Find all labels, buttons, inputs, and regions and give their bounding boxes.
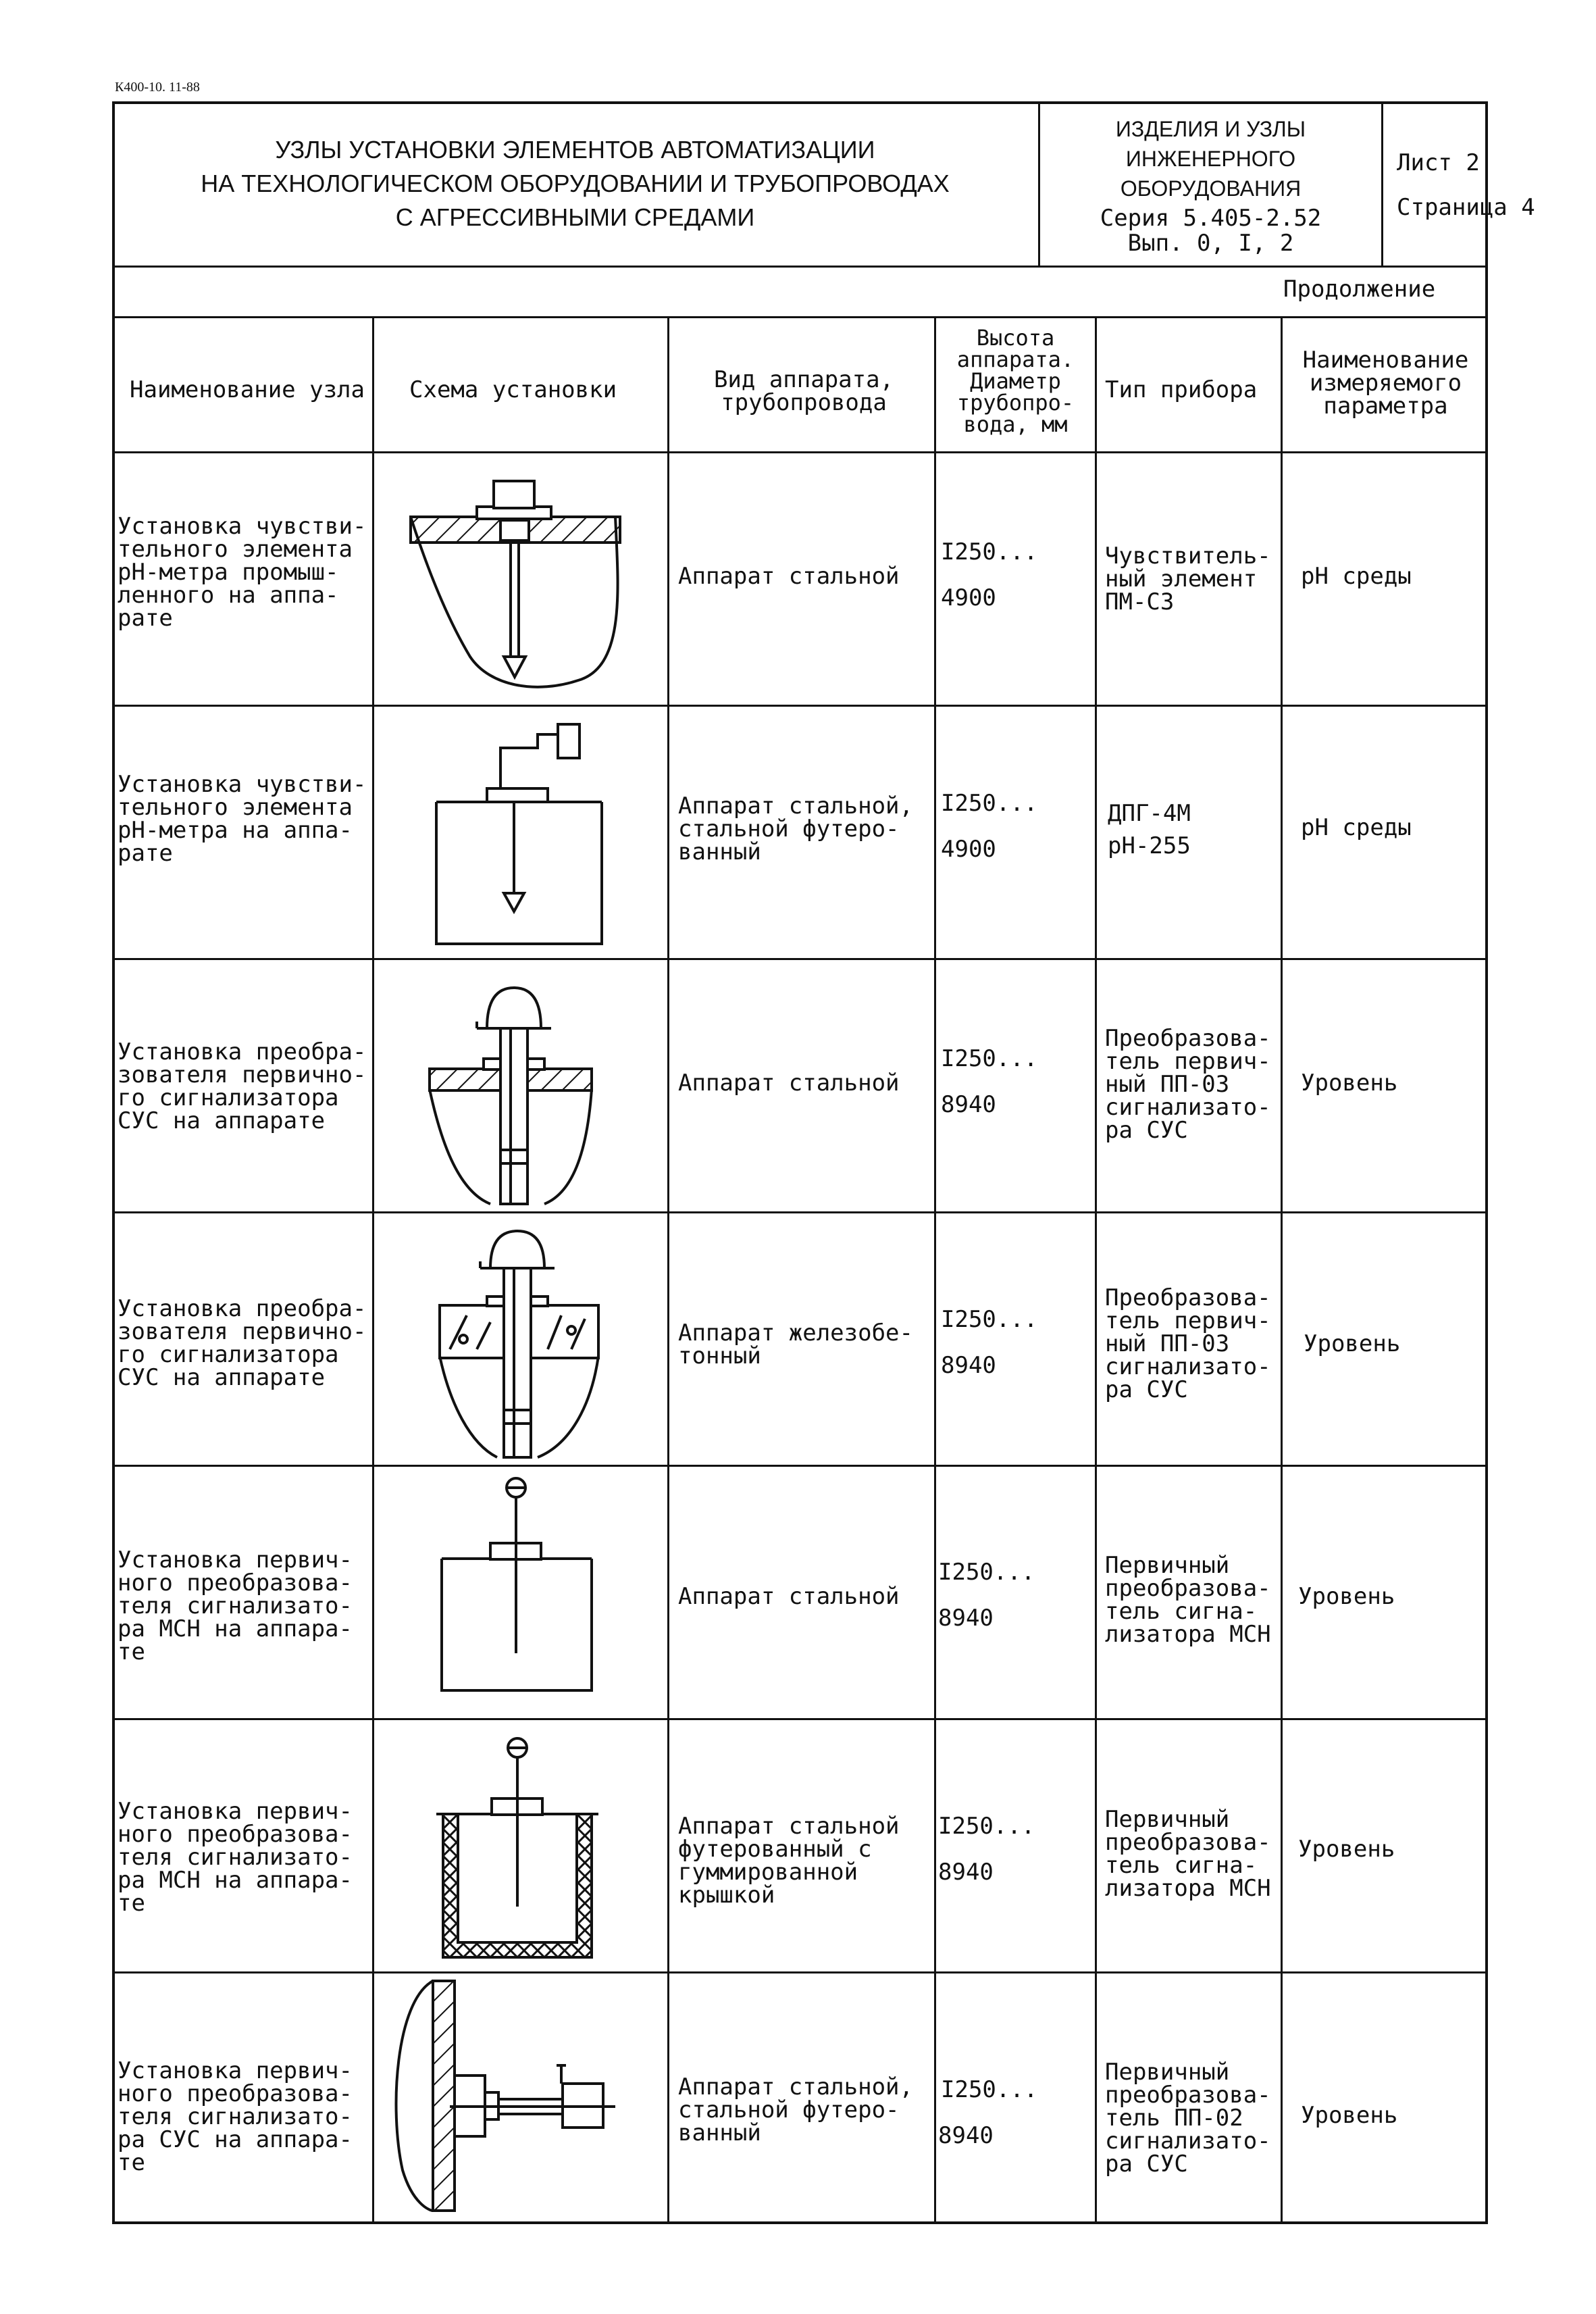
row-3-parameter: Уровень — [1301, 1070, 1398, 1097]
row-7-name: Установка первич- ного преобразова- теля сигнализато- ра СУС на аппара- те — [118, 2057, 353, 2176]
row-3-name: Установка преобра- зователя первично- го сигнализатора СУС на аппарате — [118, 1038, 367, 1134]
continuation-label: Продолжение — [1283, 276, 1436, 303]
title-line: НА ТЕХНОЛОГИЧЕСКОМ ОБОРУДОВАНИИ И ТРУБОПРОВОДАХ — [201, 170, 950, 197]
row-5-scheme-drawing — [376, 1467, 665, 1716]
row-2-parameter: рН среды — [1301, 814, 1412, 841]
row-1-range-to: 4900 — [941, 584, 996, 611]
title-block — [112, 101, 1535, 266]
row-2-range-to: 4900 — [941, 836, 996, 863]
title-line: УЗЛЫ УСТАНОВКИ ЭЛЕМЕНТОВ АВТОМАТИЗАЦИИ — [275, 136, 875, 164]
row-divider — [112, 1211, 1488, 1213]
row-7-device: Первичный преобразова- тель ПП-02 сигнализато- ра СУС — [1105, 2059, 1271, 2178]
sheet-block — [1383, 101, 1535, 266]
row-3-apparatus: Аппарат стальной — [678, 1070, 900, 1097]
row-3-device: Преобразова- тель первич- ный ПП-03 сигнализато- ра СУС — [1105, 1025, 1271, 1144]
document-title — [112, 101, 1040, 266]
column-header-apparatus: Вид аппарата, трубопровода — [713, 366, 894, 416]
row-1-apparatus: Аппарат стальной — [678, 563, 900, 590]
row-1-range-from: I250... — [941, 538, 1038, 565]
row-5-parameter: Уровень — [1298, 1583, 1395, 1610]
column-divider — [1281, 316, 1283, 2224]
row-4-scheme-drawing — [376, 1214, 665, 1463]
row-1-scheme-drawing — [376, 454, 665, 703]
row-2-device: ДПГ-4М рН-255 — [1108, 800, 1191, 859]
row-4-range-to: 8940 — [941, 1352, 996, 1379]
row-5-device: Первичный преобразова- тель сигна- лизатора МСН — [1105, 1552, 1271, 1648]
column-header-height: Высота аппарата. Диаметр трубопро- вода, мм — [956, 325, 1075, 437]
row-divider — [112, 1465, 1488, 1467]
row-1-parameter: рН среды — [1301, 563, 1412, 590]
row-7-scheme-drawing — [376, 1974, 665, 2223]
page-number: Страница 4 — [1397, 194, 1535, 221]
row-divider — [112, 451, 1488, 453]
row-1-name: Установка чувстви- тельного элемента рН-метра промыш- ленного на аппа- рате — [118, 513, 367, 632]
row-3-range-from: I250... — [941, 1045, 1038, 1072]
column-divider — [372, 316, 374, 2224]
column-header-parameter: Наименование измеряемого параметра — [1302, 347, 1469, 420]
series-number: Серия 5.405-2.52 — [1100, 205, 1322, 232]
row-7-range-from: I250... — [941, 2076, 1038, 2103]
series-caption: ИНЖЕНЕРНОГО — [1125, 147, 1296, 171]
row-6-device: Первичный преобразова- тель сигна- лизатора МСН — [1105, 1806, 1271, 1902]
row-6-range-to: 8940 — [938, 1859, 994, 1886]
row-5-name: Установка первич- ного преобразова- теля сигнализато- ра МСН на аппара- те — [118, 1546, 353, 1665]
sheet-number: Лист 2 — [1397, 149, 1480, 176]
column-header-device: Тип прибора — [1105, 376, 1258, 403]
column-divider — [934, 316, 936, 2224]
row-divider — [112, 1718, 1488, 1720]
row-4-parameter: Уровень — [1304, 1330, 1401, 1357]
row-3-range-to: 8940 — [941, 1091, 996, 1118]
divider — [112, 266, 1488, 268]
row-6-scheme-drawing — [376, 1721, 665, 1969]
row-4-device: Преобразова- тель первич- ный ПП-03 сигнализато- ра СУС — [1105, 1284, 1271, 1403]
row-2-scheme-drawing — [376, 707, 665, 956]
row-5-apparatus: Аппарат стальной — [678, 1583, 900, 1610]
row-7-apparatus: Аппарат стальной, стальной футеро- ванный — [678, 2073, 913, 2146]
row-6-name: Установка первич- ного преобразова- теля сигнализато- ра МСН на аппара- те — [118, 1798, 353, 1917]
row-divider — [112, 958, 1488, 960]
row-2-apparatus: Аппарат стальной, стальной футеро- ванный — [678, 793, 913, 865]
document-code: К400-10. 11-88 — [115, 80, 200, 95]
issue-number: Вып. 0, I, 2 — [1127, 230, 1294, 257]
row-4-name: Установка преобра- зователя первично- го сигнализатора СУС на аппарате — [118, 1295, 367, 1391]
row-1-device: Чувствитель- ный элемент ПМ-С3 — [1105, 543, 1271, 615]
column-header-scheme: Схема установки — [409, 376, 617, 403]
row-4-range-from: I250... — [941, 1306, 1038, 1333]
row-divider — [112, 705, 1488, 707]
row-5-range-to: 8940 — [938, 1605, 994, 1632]
row-2-name: Установка чувстви- тельного элемента рН-метра на аппа- рате — [118, 771, 367, 867]
column-divider — [667, 316, 669, 2224]
row-6-range-from: I250... — [938, 1813, 1035, 1840]
series-caption: ИЗДЕЛИЯ И УЗЛЫ — [1115, 117, 1306, 141]
column-header-name: Наименование узла — [130, 376, 365, 403]
row-5-range-from: I250... — [938, 1559, 1035, 1586]
row-7-range-to: 8940 — [938, 2122, 994, 2149]
row-2-range-from: I250... — [941, 790, 1038, 817]
row-6-apparatus: Аппарат стальной футерованный с гуммированной крышкой — [678, 1813, 900, 1909]
row-6-parameter: Уровень — [1298, 1836, 1395, 1863]
row-4-apparatus: Аппарат железобе- тонный — [678, 1319, 913, 1369]
row-divider — [112, 1971, 1488, 1973]
column-divider — [1095, 316, 1097, 2224]
row-7-parameter: Уровень — [1301, 2102, 1398, 2129]
series-block — [1040, 101, 1383, 266]
title-line: С АГРЕССИВНЫМИ СРЕДАМИ — [395, 203, 755, 231]
series-caption: ОБОРУДОВАНИЯ — [1120, 176, 1302, 201]
row-3-scheme-drawing — [376, 961, 665, 1209]
